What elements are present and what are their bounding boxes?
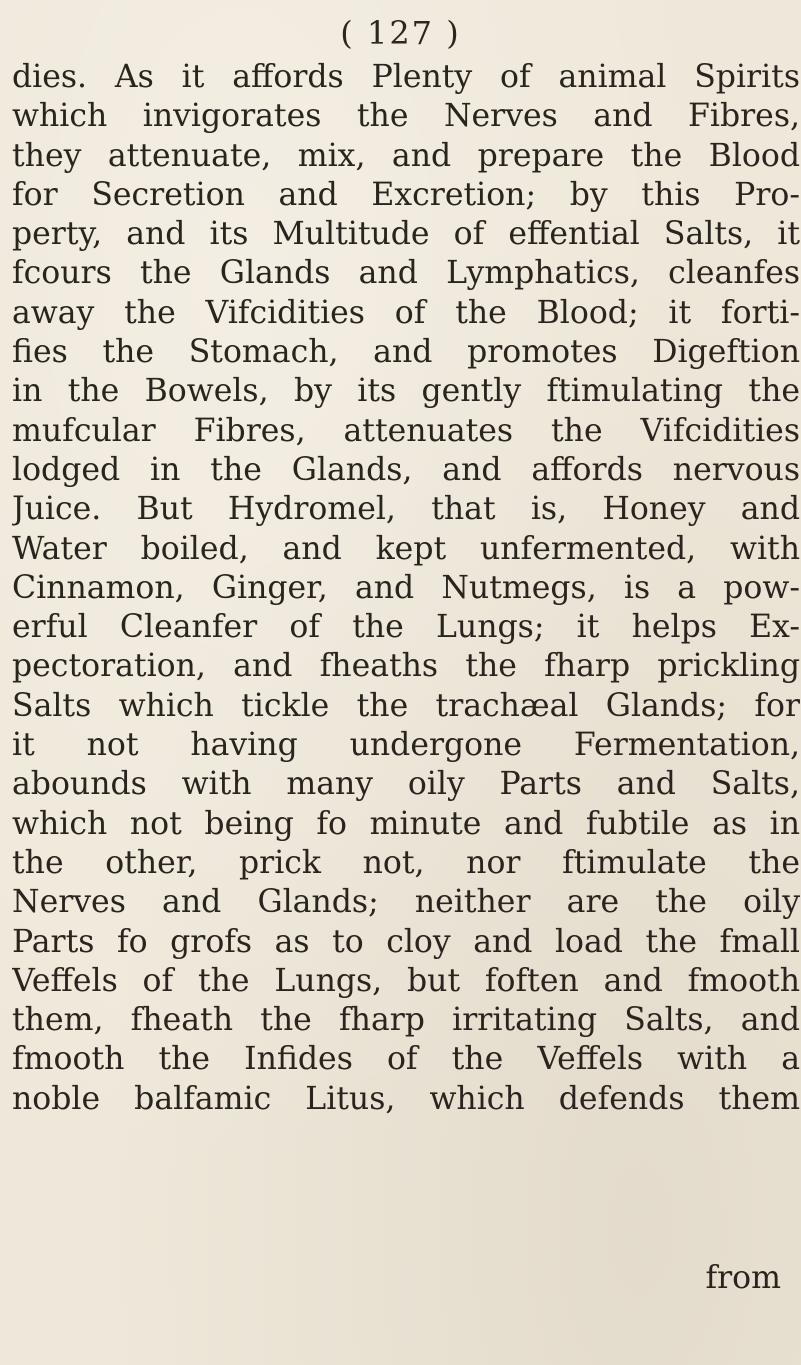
text-line: it not having undergone Fermentation, <box>12 727 800 764</box>
text-line: Veffels of the Lungs, but foften and fmooth <box>12 962 800 999</box>
text-line: pectoration, and fheaths the fharp prickling <box>12 648 800 685</box>
text-line: they attenuate, mix, and prepare the Blood <box>12 137 800 174</box>
text-line: lodged in the Glands, and affords nervous <box>12 451 800 488</box>
text-line: Salts which tickle the trachæal Glands; for <box>12 687 800 724</box>
text-line: noble balfamic Litus, which defends them <box>12 1080 800 1117</box>
text-line: which not being fo minute and fubtile as in <box>12 805 800 842</box>
text-line: Nerves and Glands; neither are the oily <box>12 884 800 921</box>
text-line: fmooth the Infides of the Veffels with a <box>12 1041 800 1078</box>
text-line: erful Cleanfer of the Lungs; it helps Ex- <box>12 609 800 646</box>
catchword: from <box>705 1260 781 1296</box>
text-line: abounds with many oily Parts and Salts, <box>12 766 800 803</box>
text-line: for Secretion and Excretion; by this Pro- <box>12 176 800 213</box>
text-line: fcours the Glands and Lymphatics, cleanfes <box>12 255 800 292</box>
text-line: Parts fo grofs as to cloy and load the fmall <box>12 923 800 960</box>
text-line: Juice. But Hydromel, that is, Honey and <box>12 491 800 528</box>
body-text <box>12 58 800 1119</box>
text-line: the other, prick not, nor ftimulate the <box>12 844 800 881</box>
text-line: perty, and its Multitude of effential Salts, it <box>12 216 800 253</box>
text-line: Cinnamon, Ginger, and Nutmegs, is a pow- <box>12 569 800 606</box>
text-line: Water boiled, and kept unfermented, with <box>12 530 800 567</box>
text-line: in the Bowels, by its gently ftimulating the <box>12 373 800 410</box>
text-line: which invigorates the Nerves and Fibres, <box>12 98 800 135</box>
text-line: them, fheath the fharp irritating Salts, and <box>12 1002 800 1039</box>
text-line: dies. As it affords Plenty of animal Spirits <box>12 59 800 95</box>
text-line: mufcular Fibres, attenuates the Vifcidities <box>12 412 800 449</box>
text-line: away the Vifcidities of the Blood; it forti- <box>12 294 800 331</box>
page-number: ( 127 ) <box>340 14 461 52</box>
text-line: fies the Stomach, and promotes Digeftion <box>12 334 800 371</box>
